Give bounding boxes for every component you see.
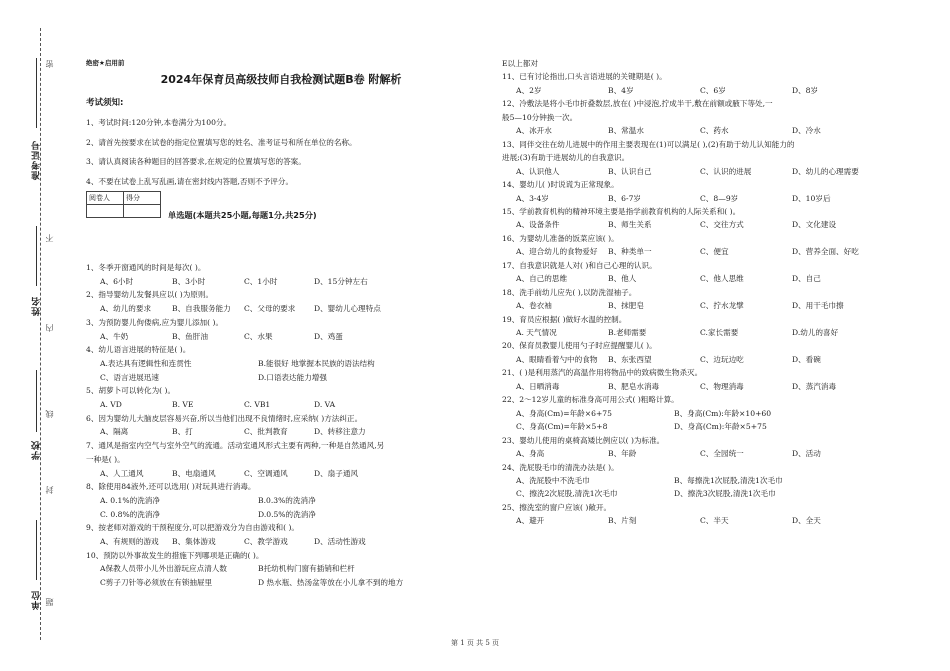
answer-option: B、4岁 xyxy=(608,85,634,95)
answer-option: A、自己的思维 xyxy=(516,274,568,284)
answer-option: D、幼儿的心理需要 xyxy=(792,166,859,176)
answer-option: B、自我服务能力 xyxy=(172,304,231,314)
question-text: 12、冷敷法是将小毛巾折叠数层,放在( )中浸泡,拧成半干,敷在前额或腋下等处,一 xyxy=(502,99,773,109)
fill-line-name xyxy=(36,226,37,286)
answer-option: C、半天 xyxy=(700,516,729,526)
answer-option: D、活动性游戏 xyxy=(314,537,366,546)
answer-option: D、擦洗3次屁股,清洗1次毛巾 xyxy=(674,489,776,499)
answer-option: A、幼儿的要求 xyxy=(100,304,152,314)
answer-option: B、年龄 xyxy=(608,449,637,459)
answer-option: C、水果 xyxy=(244,331,273,341)
page-title: 2024年保育员高级技师自我检测试题B卷 附解析 xyxy=(160,73,402,86)
answer-option: D、用干毛巾擦 xyxy=(792,301,844,311)
binding-margin xyxy=(0,0,62,671)
question-text: E以上都对 xyxy=(502,59,538,68)
answer-option: A、眼睛看着勺中的食物 xyxy=(516,354,598,364)
answer-option: C、父母的要求 xyxy=(244,304,296,314)
answer-option: B、片刻 xyxy=(608,516,637,526)
question-text: 6、因为婴幼儿大脑皮层容易兴奋,所以当他们出现不良情绪时,应采纳( )方法纠正。 xyxy=(86,413,363,423)
answer-option: C、批判教育 xyxy=(244,427,288,437)
notice-item: 2、请首先按要求在试卷的指定位置填写您的姓名、准考证号和所在单位的名称。 xyxy=(86,138,357,147)
seal-line xyxy=(40,28,41,640)
answer-option: D、自己 xyxy=(792,274,821,284)
question-text: 16、为婴幼儿准备的饭菜应该( )。 xyxy=(502,233,619,243)
question-text: 7、通风是指室内空气与室外空气的流通。活动室通风形式主要有两种,一种是自然通风,另 xyxy=(86,441,385,451)
answer-option: A、设备条件 xyxy=(516,220,560,230)
answer-option: C、8—9岁 xyxy=(700,193,739,203)
answer-option: A. 0.1%的洗消净 xyxy=(100,495,160,505)
secret-mark: 绝密★启用前 xyxy=(86,59,125,67)
question-text: 22、2～12岁儿童的标准身高可用公式( )粗略计算。 xyxy=(502,395,679,405)
answer-option: B. VE xyxy=(172,400,194,409)
label-admission-number: 准考证号 xyxy=(32,140,42,180)
answer-option: D、冷水 xyxy=(792,126,821,136)
answer-option: A、人工通风 xyxy=(100,468,144,478)
answer-option: D. VA xyxy=(314,400,336,409)
notice-item: 3、请认真阅读各种题目的回答要求,在规定的位置填写您的答案。 xyxy=(86,157,306,166)
answer-option: D、扇子通风 xyxy=(314,468,359,478)
answer-option: C. VB1 xyxy=(244,400,271,409)
fill-line-school xyxy=(36,370,37,432)
answer-option: B、打 xyxy=(172,427,193,437)
question-text: 15、学前教育机构的精神环境主要是指学前教育机构的人际关系和( )。 xyxy=(502,206,741,216)
score-cell-grader xyxy=(87,205,124,218)
answer-option: A、卷衣袖 xyxy=(516,301,552,311)
answer-option: B.能很好 地掌握本民族的语法结构 xyxy=(258,358,375,368)
answer-option: D、看碗 xyxy=(792,354,821,364)
answer-option: C、1小时 xyxy=(244,276,278,286)
answer-option: C、全园统一 xyxy=(700,449,744,459)
answer-option: C. 0.8%的洗消净 xyxy=(100,509,161,519)
question-text-cont: 进展;(3)有助于进展幼儿的自我意识。 xyxy=(502,153,630,163)
answer-option: A、身高 xyxy=(516,449,545,459)
label-school: 学校 xyxy=(32,440,42,460)
answer-option: A. 天气情况 xyxy=(516,328,557,337)
answer-option: C、拧水龙擘 xyxy=(700,301,744,311)
score-table-score: 得分 xyxy=(124,192,161,205)
answer-option: D、婴幼儿心理特点 xyxy=(314,304,381,314)
answer-option: B、6-7岁 xyxy=(608,193,641,203)
answer-option: B、抹肥皂 xyxy=(608,301,644,311)
answer-option: D、文化建设 xyxy=(792,220,837,230)
notice-heading: 考试须知: xyxy=(86,98,124,108)
answer-option: C、他人思维 xyxy=(700,274,744,284)
question-text: 19、育员应根据( )做好水温的控制。 xyxy=(502,314,627,324)
answer-option: C.家长需要 xyxy=(700,328,739,337)
answer-option: B.0.3%的洗消净 xyxy=(258,495,316,505)
answer-option: A保教人员带小儿外出游玩应点清人数 xyxy=(100,564,227,574)
answer-option: B、常温水 xyxy=(608,126,644,136)
answer-option: A、2岁 xyxy=(516,85,542,95)
answer-option: B、电扇通风 xyxy=(172,468,216,478)
seal-char: 封 xyxy=(45,486,54,494)
answer-option: D、鸡蛋 xyxy=(314,331,343,341)
answer-option: C、便宜 xyxy=(700,247,729,257)
seal-char: 线 xyxy=(45,410,54,418)
answer-option: A、洗屁股中不洗毛巾 xyxy=(516,475,590,485)
answer-option: A、日晒消毒 xyxy=(516,381,560,391)
answer-option: B、他人 xyxy=(608,274,637,284)
question-text: 17、自我意识就是人对( )和自己心理的认识。 xyxy=(502,260,657,270)
score-cell-score xyxy=(124,205,161,218)
question-text: 2、指导婴幼儿发餐具应以( )为原则。 xyxy=(86,290,214,300)
question-text-cont: 一种是( )。 xyxy=(86,454,125,464)
answer-option: C、认识的进展 xyxy=(700,166,752,176)
answer-option: D、全天 xyxy=(792,516,821,526)
answer-option: A、避开 xyxy=(516,516,545,526)
answer-option: D、营养全面、好吃 xyxy=(792,247,859,257)
score-table xyxy=(86,191,161,218)
label-unit: 单位 xyxy=(32,590,42,610)
question-text: 25、擦洗室的窗户应该( )敞开。 xyxy=(502,502,612,512)
answer-option: C、药水 xyxy=(700,126,729,136)
answer-option: C、语言进展迅速 xyxy=(100,372,159,382)
score-table-grader: 阅卷人 xyxy=(87,192,124,205)
answer-option: B、师生关系 xyxy=(608,220,652,230)
answer-option: B、肥皂水消毒 xyxy=(608,381,660,391)
answer-option: B、每擦洗1次屁股,清洗1次毛巾 xyxy=(674,475,783,485)
answer-option: A、隔离 xyxy=(100,427,129,437)
question-text: 1、冬季开窗通风的时间是每次( )。 xyxy=(86,263,206,272)
answer-option: C、物理消毒 xyxy=(700,381,744,391)
question-text: 14、婴幼儿( )时说谎为正常现象。 xyxy=(502,180,619,190)
answer-option: B、集体游戏 xyxy=(172,537,216,546)
answer-option: C、身高(Cm)=年龄×5+8 xyxy=(516,422,608,432)
answer-option: D、转移注意力 xyxy=(314,427,366,437)
answer-option: D、活动 xyxy=(792,449,821,459)
fill-line-admission xyxy=(36,58,37,128)
answer-option: A、认识他人 xyxy=(516,166,560,176)
answer-option: D、8岁 xyxy=(792,85,819,95)
answer-option: A、有规则的游戏 xyxy=(100,537,159,546)
answer-option: A、迎合幼儿的食物爱好 xyxy=(516,247,598,257)
question-text: 4、幼儿语言进展的特征是( )。 xyxy=(86,345,191,355)
question-text: 18、洗手前幼儿应先( ),以防洗湿袖子。 xyxy=(502,287,637,297)
question-text: 8、除使用84液外,还可以选用( )对玩具进行消毒。 xyxy=(86,482,256,492)
answer-option: C、边玩边吃 xyxy=(700,354,744,364)
answer-option: C、6岁 xyxy=(700,85,726,95)
answer-option: A、3-4岁 xyxy=(516,193,549,203)
seal-char: 不 xyxy=(45,234,54,242)
answer-option: D、15分钟左右 xyxy=(314,276,368,286)
question-text: 20、保育员教婴儿使用勺子时应提醒婴儿( )。 xyxy=(502,341,657,351)
answer-option: B、认识自己 xyxy=(608,166,652,176)
answer-option: B.老师需要 xyxy=(608,328,647,337)
question-text: 5、胡萝卜可以转化为( )。 xyxy=(86,386,176,396)
question-text: 11、已有讨论指出,口头言语进展的关键期是( )。 xyxy=(502,72,667,82)
question-text: 23、婴幼儿使用的桌椅高矮比例应以( )为标准。 xyxy=(502,435,665,445)
answer-option: A、冰开水 xyxy=(516,126,552,136)
answer-option: A. VD xyxy=(100,400,122,409)
answer-option: D 热水瓶、热汤盆等放在小儿拿不到的地方 xyxy=(258,578,404,588)
answer-option: B、种类单一 xyxy=(608,247,652,257)
question-text: 13、同伴交往在幼儿进展中的作用主要表现在(1)可以满足( ),(2)有助于幼儿认知能力的 xyxy=(502,139,795,149)
label-name: 姓名 xyxy=(32,296,42,316)
answer-option: B、鱼肝油 xyxy=(172,331,208,341)
question-text-cont: 般5—10分钟换一次。 xyxy=(502,112,578,122)
answer-option: C、教学游戏 xyxy=(244,537,288,546)
section-heading: 单选题(本题共25小题,每题1分,共25分) xyxy=(168,210,317,220)
answer-option: A、牛奶 xyxy=(100,331,129,341)
answer-option: A.表达具有逻辑性和连贯性 xyxy=(100,358,192,368)
answer-option: B、3小时 xyxy=(172,276,206,286)
answer-option: D、蒸汽消毒 xyxy=(792,381,837,391)
question-text: 21、( )是利用蒸汽的高温作用将物品中的致病微生物杀灭。 xyxy=(502,368,703,378)
answer-option: C剪子刀针等必须放在有锁抽屉里 xyxy=(100,578,213,588)
question-text: 10、预防以外事故发生的措施下列哪项是正确的( )。 xyxy=(86,550,264,560)
page-footer: 第 1 页 共 5 页 xyxy=(450,639,500,647)
answer-option: A、身高(Cm)=年龄×6+75 xyxy=(516,408,612,418)
answer-option: A、6小时 xyxy=(100,276,134,286)
answer-option: C、空调通风 xyxy=(244,468,288,478)
answer-option: D.0.5%的洗消净 xyxy=(258,509,316,519)
fill-line-unit xyxy=(36,520,37,580)
answer-option: D、10岁后 xyxy=(792,193,831,203)
answer-option: B托幼机构门窗有插销和栏杆 xyxy=(258,564,355,574)
seal-char: 题 xyxy=(45,598,54,606)
notice-item: 1、考试时间:120分钟,本卷满分为100分。 xyxy=(86,118,232,127)
question-text: 3、为预防婴儿佝偻病,应为婴儿添加( )。 xyxy=(86,317,224,327)
seal-char: 内 xyxy=(45,324,54,332)
answer-option: D.幼儿的喜好 xyxy=(792,328,839,337)
answer-option: C、交往方式 xyxy=(700,220,744,230)
answer-option: B、身高(Cm):年龄×10+60 xyxy=(674,408,772,418)
answer-option: C、擦洗2次屁股,清洗1次毛巾 xyxy=(516,489,618,499)
notice-item: 4、不要在试卷上乱写乱画,请在密封线内答题,否则不予评分。 xyxy=(86,177,294,186)
answer-option: D.口语表达能力增强 xyxy=(258,372,327,382)
answer-option: B、东张西望 xyxy=(608,354,652,364)
question-text: 9、按老师对游戏的干预程度分,可以把游戏分为自由游戏和( )。 xyxy=(86,523,300,533)
question-text: 24、洗屁股毛巾的清洗办法是( )。 xyxy=(502,462,619,472)
answer-option: D、身高(Cm):年龄×5+75 xyxy=(674,422,767,432)
seal-char: 密 xyxy=(45,60,54,68)
